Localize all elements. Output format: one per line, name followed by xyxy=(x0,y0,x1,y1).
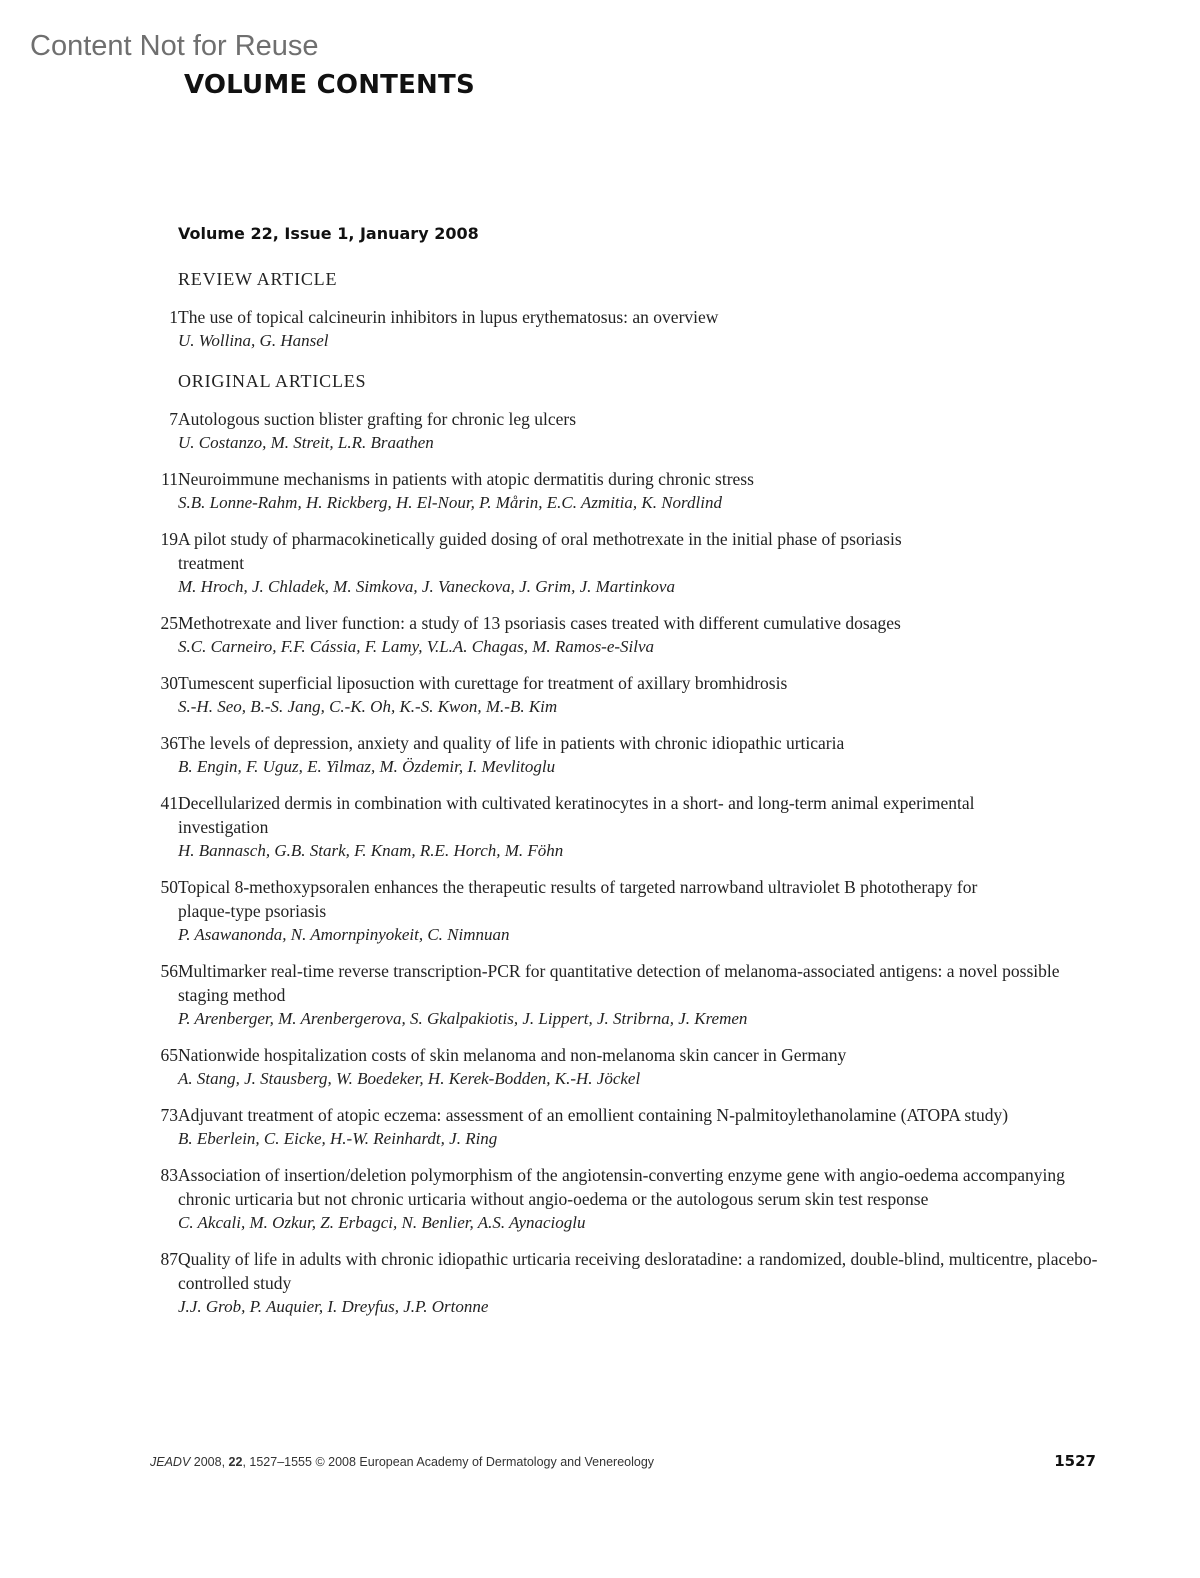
entry-title[interactable]: Topical 8-methoxypsoralen enhances the therapeutic results of targeted narrowband ultraviolet B phototherapy for plaque-type psoriasis xyxy=(178,877,978,921)
footer-page-number: 1527 xyxy=(1054,1452,1096,1470)
entry-authors: U. Wollina, G. Hansel xyxy=(178,331,329,350)
entry-title[interactable]: Nationwide hospitalization costs of skin melanoma and non-melanoma skin cancer in Germany xyxy=(178,1045,847,1065)
entry-page-number: 50 xyxy=(160,877,178,897)
entry-title[interactable]: The use of topical calcineurin inhibitors in lupus erythematosus: an overview xyxy=(178,307,719,327)
entry-title[interactable]: Quality of life in adults with chronic idiopathic urticaria receiving desloratadine: a randomized, double-blind, multicentre, placebo-controlled study xyxy=(178,1249,1098,1293)
entry-title[interactable]: Multimarker real-time reverse transcription-PCR for quantitative detection of melanoma-associated antigens: a novel possible staging method xyxy=(178,961,1060,1005)
page-heading: VOLUME CONTENTS xyxy=(184,70,475,100)
entry-authors: S.-H. Seo, B.-S. Jang, C.-K. Oh, K.-S. Kwon, M.-B. Kim xyxy=(178,697,558,716)
toc-entry[interactable] xyxy=(150,731,1110,779)
entry-authors: P. Arenberger, M. Arenbergerova, S. Gkalpakiotis, J. Lippert, J. Stribrna, J. Kremen xyxy=(178,1009,748,1028)
section-heading-original: ORIGINAL ARTICLES xyxy=(178,371,367,391)
entry-page-number: 1 xyxy=(169,307,178,327)
entry-title[interactable]: Tumescent superficial liposuction with curettage for treatment of axillary bromhidrosis xyxy=(178,673,788,693)
entry-authors: P. Asawanonda, N. Amornpinyokeit, C. Nimnuan xyxy=(178,925,510,944)
watermark: Content Not for Reuse xyxy=(30,30,319,62)
entry-page-number: 30 xyxy=(160,673,178,693)
issue-title: Volume 22, Issue 1, January 2008 xyxy=(178,224,479,243)
toc-entry[interactable] xyxy=(150,959,1110,1031)
entry-authors: U. Costanzo, M. Streit, L.R. Braathen xyxy=(178,433,434,452)
entry-title[interactable]: Decellularized dermis in combination with cultivated keratinocytes in a short- and long-term animal experimental investigation xyxy=(178,793,975,837)
entry-authors: A. Stang, J. Stausberg, W. Boedeker, H. Kerek-Bodden, K.-H. Jöckel xyxy=(178,1069,641,1088)
entry-title[interactable]: Methotrexate and liver function: a study of 13 psoriasis cases treated with different cumulative dosages xyxy=(178,613,901,633)
footer-year: 2008, xyxy=(193,1455,226,1469)
toc-entry[interactable] xyxy=(150,1247,1110,1319)
footer-pages-copyright: , 1527–1555 © 2008 European Academy of Dermatology and Venereology xyxy=(242,1455,655,1469)
entry-authors: M. Hroch, J. Chladek, M. Simkova, J. Vaneckova, J. Grim, J. Martinkova xyxy=(178,577,675,596)
toc-entry[interactable] xyxy=(150,1103,1110,1151)
entry-title[interactable]: A pilot study of pharmacokinetically guided dosing of oral methotrexate in the initial phase of psoriasis treatment xyxy=(178,529,902,573)
footer-citation xyxy=(150,1455,654,1469)
entry-authors: S.C. Carneiro, F.F. Cássia, F. Lamy, V.L.A. Chagas, M. Ramos-e-Silva xyxy=(178,637,655,656)
entry-title[interactable]: Adjuvant treatment of atopic eczema: assessment of an emollient containing N-palmitoylethanolamine (ATOPA study) xyxy=(178,1105,1009,1125)
contents-list xyxy=(150,222,1110,1331)
entry-page-number: 36 xyxy=(160,733,178,753)
toc-entry[interactable] xyxy=(150,1163,1110,1235)
entry-authors: B. Engin, F. Uguz, E. Yilmaz, M. Özdemir, I. Mevlitoglu xyxy=(178,757,556,776)
entry-title[interactable]: Autologous suction blister grafting for chronic leg ulcers xyxy=(178,409,577,429)
entry-page-number: 7 xyxy=(169,409,178,429)
entry-page-number: 83 xyxy=(160,1165,178,1185)
toc-entry[interactable] xyxy=(150,467,1110,515)
footer-journal: JEADV xyxy=(150,1455,191,1469)
toc-entry[interactable] xyxy=(150,791,1110,863)
toc-entry[interactable] xyxy=(150,407,1110,455)
toc-entry[interactable] xyxy=(150,671,1110,719)
entry-authors: B. Eberlein, C. Eicke, H.-W. Reinhardt, J. Ring xyxy=(178,1129,498,1148)
entry-page-number: 41 xyxy=(160,793,178,813)
entry-title[interactable]: The levels of depression, anxiety and quality of life in patients with chronic idiopathic urticaria xyxy=(178,733,845,753)
entry-page-number: 11 xyxy=(161,469,178,489)
section-heading-review: REVIEW ARTICLE xyxy=(178,269,338,289)
entry-title[interactable]: Neuroimmune mechanisms in patients with atopic dermatitis during chronic stress xyxy=(178,469,754,489)
entry-page-number: 56 xyxy=(160,961,178,981)
footer-volume: 22 xyxy=(228,1455,243,1469)
toc-entry[interactable] xyxy=(150,305,1110,353)
entry-authors: C. Akcali, M. Ozkur, Z. Erbagci, N. Benlier, A.S. Aynacioglu xyxy=(178,1213,586,1232)
entry-page-number: 19 xyxy=(160,529,178,549)
entry-page-number: 87 xyxy=(160,1249,178,1269)
entry-page-number: 73 xyxy=(160,1105,178,1125)
entry-authors: H. Bannasch, G.B. Stark, F. Knam, R.E. Horch, M. Föhn xyxy=(178,841,564,860)
entry-authors: S.B. Lonne-Rahm, H. Rickberg, H. El-Nour, P. Mårin, E.C. Azmitia, K. Nordlind xyxy=(178,493,722,512)
entry-page-number: 25 xyxy=(160,613,178,633)
toc-entry[interactable] xyxy=(150,1043,1110,1091)
entry-authors: J.J. Grob, P. Auquier, I. Dreyfus, J.P. Ortonne xyxy=(178,1297,489,1316)
toc-entry[interactable] xyxy=(150,875,1110,947)
toc-entry[interactable] xyxy=(150,611,1110,659)
entry-title[interactable]: Association of insertion/deletion polymorphism of the angiotensin-converting enzyme gene with angio-oedema accompanying chronic urticaria but not chronic urticaria without angio-oedema or the autologous serum skin test response xyxy=(178,1165,1065,1209)
entry-page-number: 65 xyxy=(160,1045,178,1065)
toc-entry[interactable] xyxy=(150,527,1110,599)
